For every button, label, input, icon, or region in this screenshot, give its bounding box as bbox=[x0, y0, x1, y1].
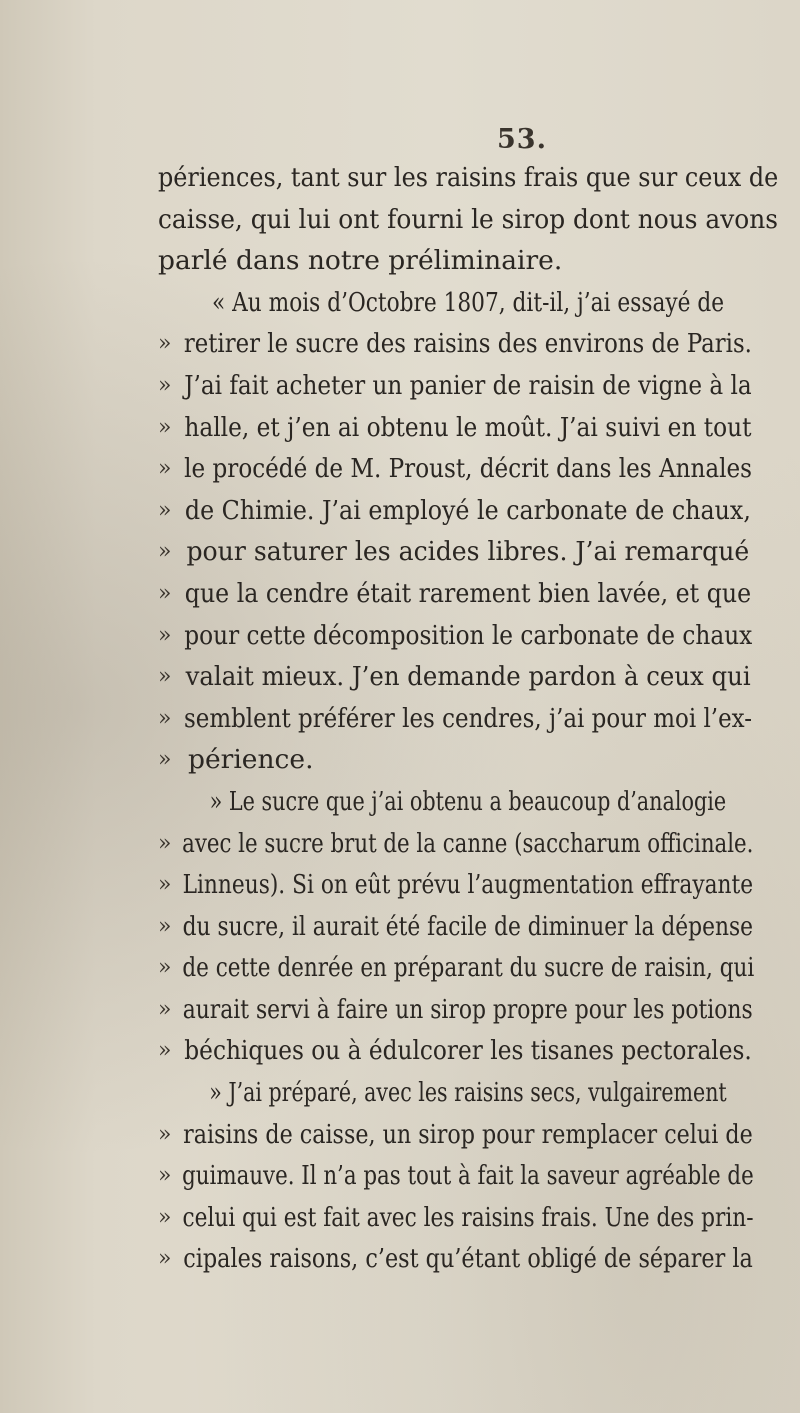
quote-mark: » bbox=[158, 372, 172, 398]
quote-mark: » bbox=[158, 872, 172, 898]
text-line bbox=[158, 656, 798, 698]
line-text: de cette denrée en préparant du sucre de raisin, qui bbox=[182, 952, 755, 984]
text-line bbox=[158, 989, 798, 1031]
line-text: périence. bbox=[188, 744, 314, 776]
text-line bbox=[158, 947, 798, 989]
quote-mark: » bbox=[158, 1163, 172, 1189]
text-line bbox=[158, 1072, 798, 1114]
line-text: périences, tant sur les raisins frais que sur ceux de bbox=[158, 162, 779, 193]
line-text: Linneus). Si on eût prévu l’augmentation effrayante bbox=[182, 869, 754, 901]
quote-mark: » bbox=[158, 1038, 172, 1064]
line-text: guimauve. Il n’a pas tout à fait la saveur agréable de bbox=[182, 1160, 754, 1192]
text-line bbox=[158, 407, 798, 449]
quote-mark: » bbox=[158, 497, 172, 523]
text-line bbox=[158, 739, 798, 781]
line-text: aurait servi à faire un sirop propre pour les potions bbox=[182, 993, 753, 1025]
quote-mark: » bbox=[158, 1246, 172, 1272]
text-line bbox=[158, 490, 798, 532]
quote-mark: » bbox=[158, 913, 172, 939]
line-text: pour saturer les acides libres. J’ai remarqué bbox=[186, 536, 750, 568]
quote-mark: » bbox=[158, 580, 172, 606]
line-text: avec le sucre brut de la canne (saccharum officinale. bbox=[182, 827, 754, 859]
line-text: halle, et j’en ai obtenu le moût. J’ai suivi en tout bbox=[184, 411, 752, 443]
text-line bbox=[158, 1238, 798, 1280]
line-text: retirer le sucre des raisins des environs de Paris. bbox=[183, 328, 752, 360]
text-line bbox=[158, 282, 798, 324]
line-text: « Au mois d’Octobre 1807, dit-il, j’ai essayé de bbox=[211, 286, 725, 318]
quote-mark: » bbox=[158, 622, 172, 648]
line-text: béchiques ou à édulcorer les tisanes pectorales. bbox=[184, 1035, 752, 1067]
quote-mark: » bbox=[158, 1204, 172, 1230]
line-text: » Le sucre que j’ai obtenu a beaucoup d’analogie bbox=[209, 785, 727, 817]
quote-mark: » bbox=[158, 1121, 172, 1147]
line-text: que la cendre était rarement bien lavée, et que bbox=[184, 577, 752, 609]
line-text: raisins de caisse, un sirop pour remplacer celui de bbox=[183, 1118, 753, 1150]
line-text: J’ai fait acheter un panier de raisin de vigne à la bbox=[184, 369, 752, 401]
text-line bbox=[158, 1197, 798, 1239]
text-line bbox=[158, 906, 798, 948]
text-line bbox=[158, 615, 798, 657]
text-line bbox=[158, 199, 798, 241]
text-line bbox=[158, 823, 798, 865]
line-text: celui qui est fait avec les raisins frais. Une des prin- bbox=[182, 1201, 754, 1233]
text-line bbox=[158, 573, 798, 615]
quote-mark: » bbox=[158, 664, 172, 690]
text-line bbox=[158, 323, 798, 365]
quote-mark: » bbox=[158, 830, 172, 856]
text-line bbox=[158, 531, 798, 573]
text-line bbox=[158, 240, 798, 282]
text-line bbox=[158, 448, 798, 490]
quote-mark: » bbox=[158, 996, 172, 1022]
line-text: parlé dans notre préliminaire. bbox=[158, 245, 563, 277]
line-text: cipales raisons, c’est qu’étant obligé de séparer la bbox=[183, 1243, 753, 1275]
text-line bbox=[158, 1155, 798, 1197]
text-line bbox=[158, 864, 798, 906]
line-text: le procédé de M. Proust, décrit dans les Annales bbox=[184, 453, 753, 485]
quote-mark: » bbox=[158, 456, 172, 482]
quote-mark: » bbox=[158, 955, 172, 981]
text-line bbox=[158, 1114, 798, 1156]
line-text: caisse, qui lui ont fourni le sirop dont nous avons bbox=[158, 203, 779, 235]
line-text: » J’ai préparé, avec les raisins secs, vulgairement bbox=[209, 1077, 727, 1109]
line-text: semblent préférer les cendres, j’ai pour moi l’ex- bbox=[183, 702, 752, 734]
text-line bbox=[158, 365, 798, 407]
text-line bbox=[158, 781, 798, 823]
page-number: 53. bbox=[497, 124, 547, 155]
text-line bbox=[158, 157, 798, 199]
line-text: de Chimie. J’ai employé le carbonate de chaux, bbox=[184, 494, 751, 526]
line-text: du sucre, il aurait été facile de diminuer la dépense bbox=[182, 910, 754, 942]
line-text: pour cette décomposition le carbonate de chaux bbox=[184, 619, 753, 651]
line-text: valait mieux. J’en demande pardon à ceux qui bbox=[185, 661, 751, 693]
quote-mark: » bbox=[158, 747, 172, 773]
body-text-block bbox=[158, 157, 798, 1280]
quote-mark: » bbox=[158, 414, 172, 440]
quote-mark: » bbox=[158, 331, 172, 357]
text-line bbox=[158, 1030, 798, 1072]
text-line bbox=[158, 698, 798, 740]
quote-mark: » bbox=[158, 539, 172, 565]
quote-mark: » bbox=[158, 705, 172, 731]
